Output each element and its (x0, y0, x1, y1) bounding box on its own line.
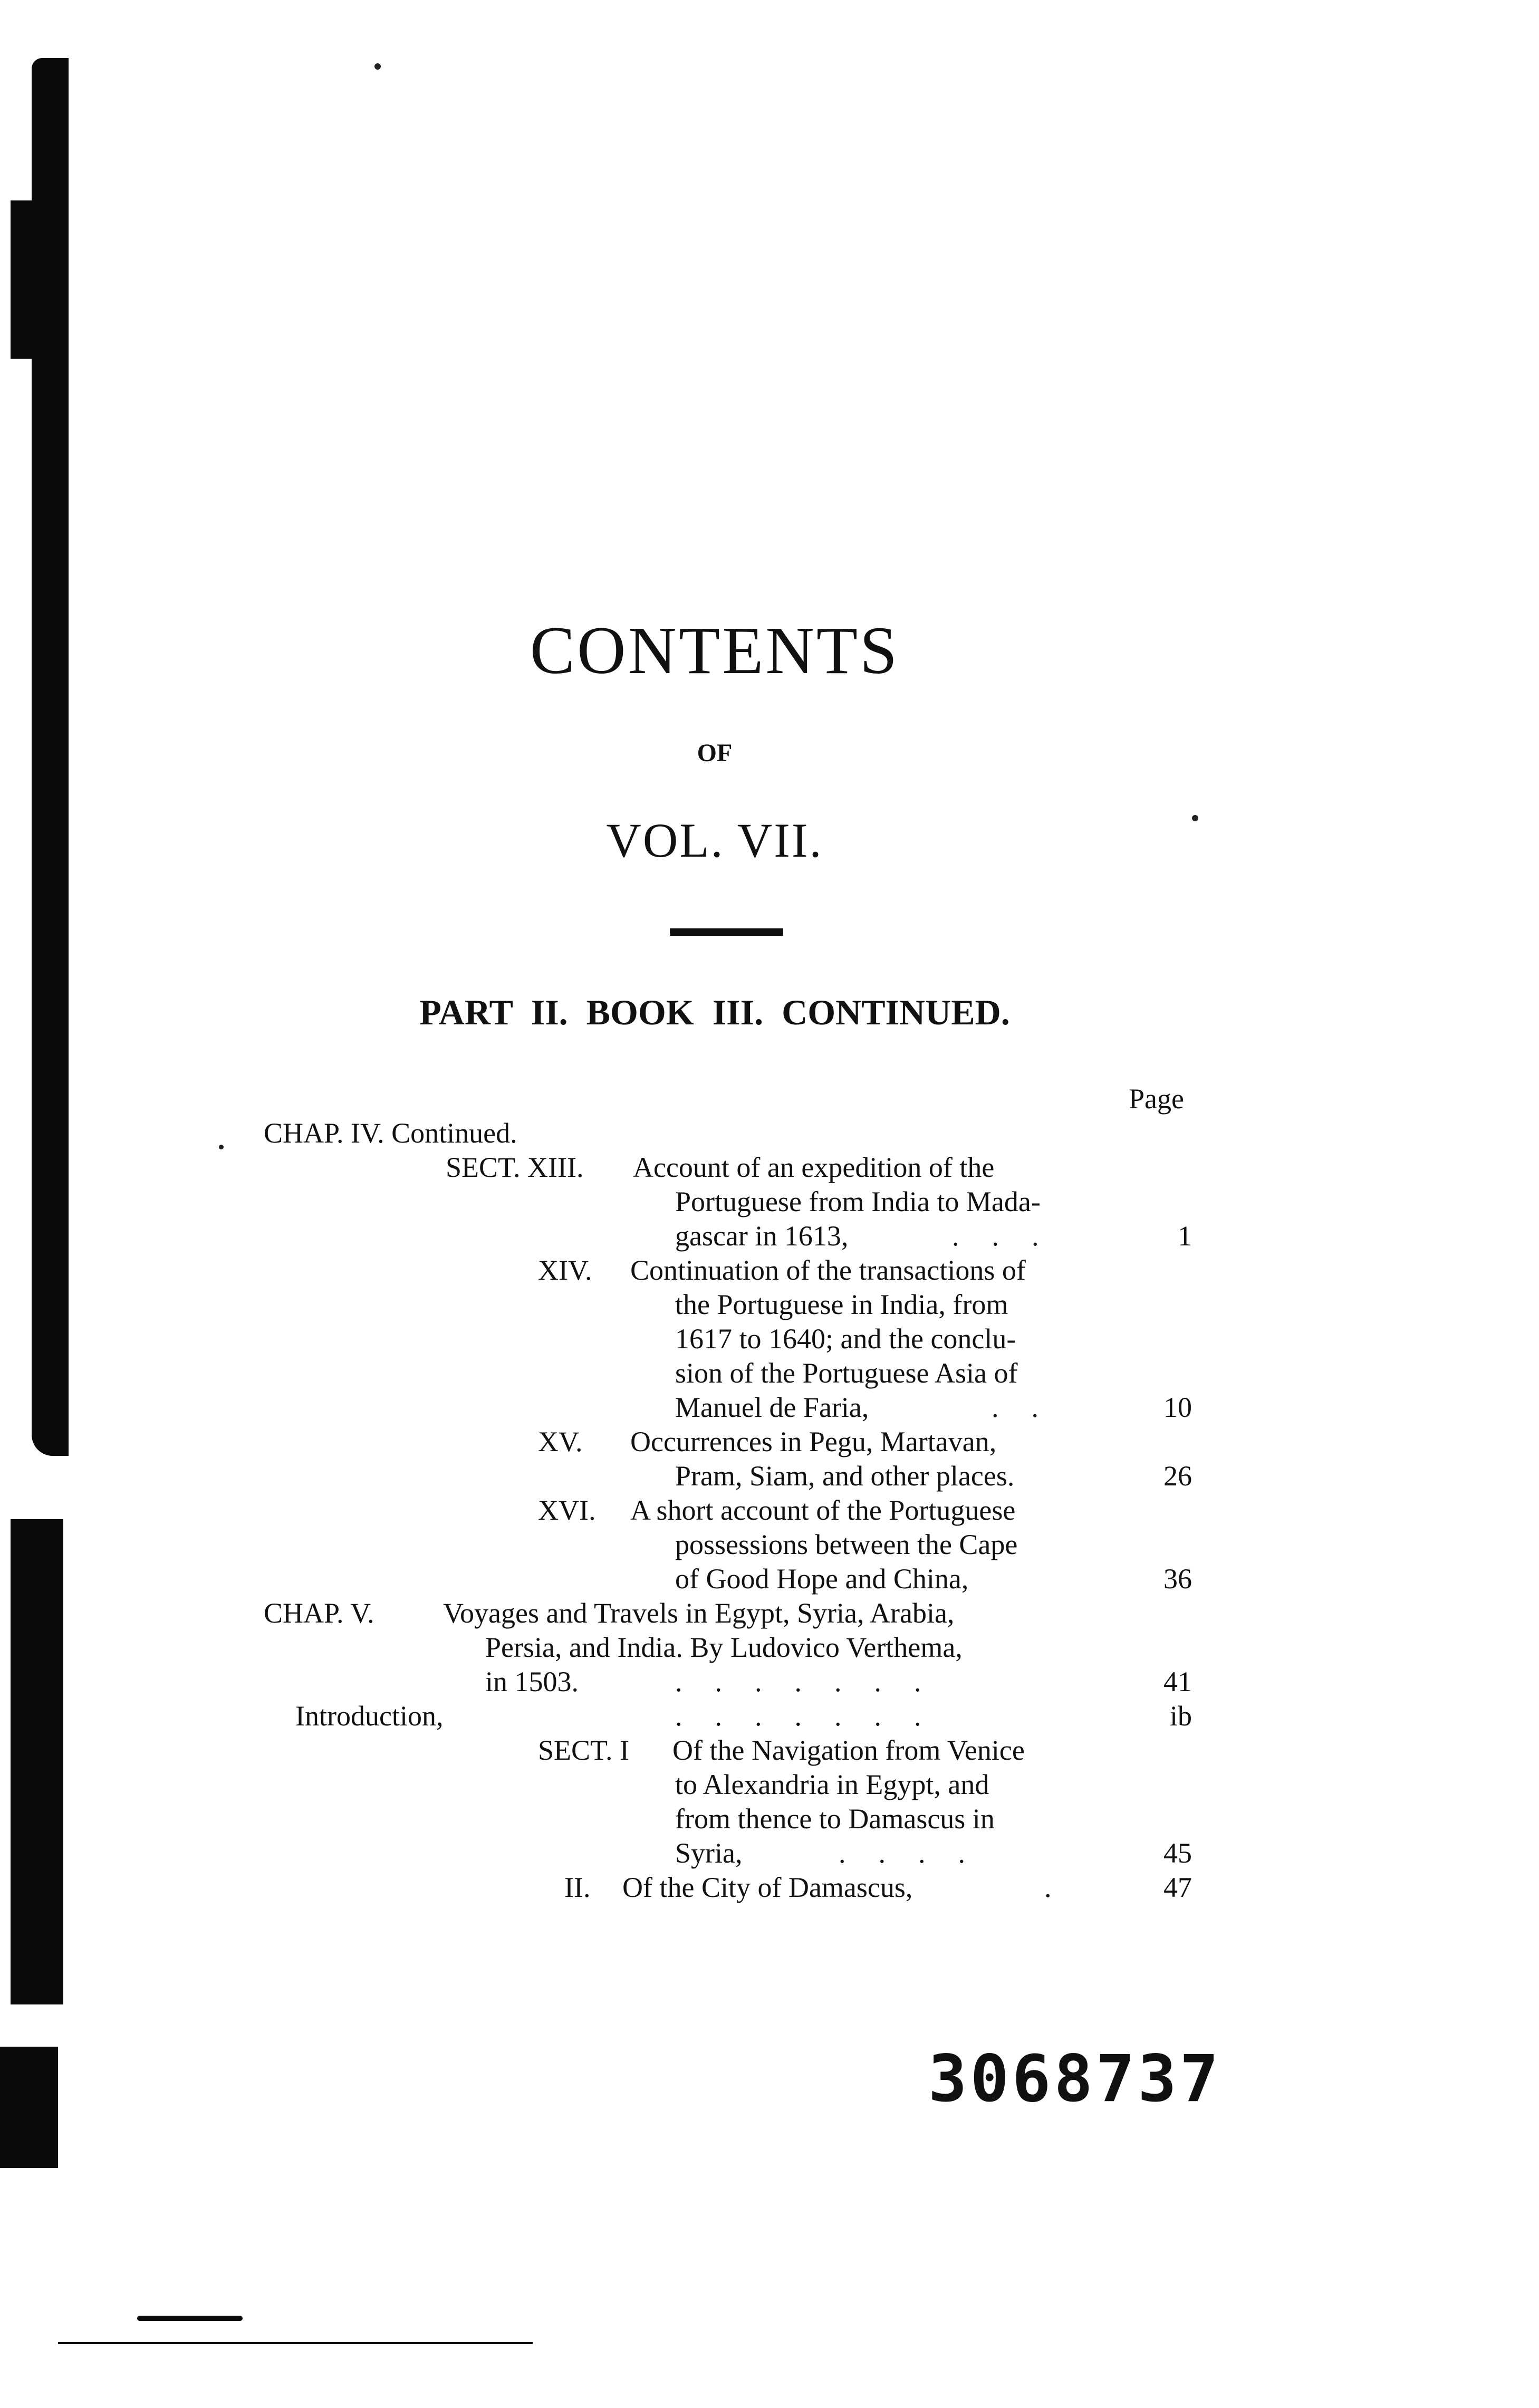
section-text-line: Portuguese from India to Mada- (675, 1186, 1041, 1217)
section-text-line: Account of an expedition of the (633, 1152, 995, 1183)
page-number: 1 (1178, 1220, 1192, 1252)
page-number: 10 (1163, 1392, 1192, 1423)
section-text-line: Of the City of Damascus, (622, 1872, 913, 1903)
section-text-line: Manuel de Faria, (675, 1392, 869, 1423)
leader-dots: ....... (675, 1666, 954, 1697)
chapter-heading: CHAP. IV. Continued. (264, 1117, 517, 1149)
leader-dots: ....... (675, 1700, 954, 1732)
section-text-line: 1617 to 1640; and the conclu- (675, 1323, 1016, 1355)
page-number: 26 (1163, 1460, 1192, 1492)
section-text-line: the Portuguese in India, from (675, 1289, 1008, 1320)
section-number: XV. (538, 1426, 583, 1457)
section-text-line: possessions between the Cape (675, 1529, 1018, 1560)
section-text-line: gascar in 1613, (675, 1220, 849, 1252)
section-text-line: A short account of the Portuguese (630, 1494, 1016, 1526)
volume-title: VOL. VII. (606, 813, 823, 867)
section-text-line: from thence to Damascus in (675, 1803, 995, 1835)
page-number: 36 (1163, 1563, 1192, 1595)
section-text-line: Syria, (675, 1837, 743, 1869)
title-connector: OF (697, 739, 733, 767)
section-text-line: sion of the Portuguese Asia of (675, 1357, 1018, 1389)
page-number: ib (1169, 1700, 1192, 1732)
section-text-line: of Good Hope and China, (675, 1563, 969, 1595)
section-number: XIV. (538, 1254, 592, 1286)
chapter-text-line: in 1503. (485, 1666, 579, 1697)
page-number: 41 (1163, 1666, 1192, 1697)
section-text-line: Pram, Siam, and other places. (675, 1460, 1015, 1492)
leader-dots: ... (952, 1220, 1072, 1252)
section-number: SECT. XIII. (446, 1152, 584, 1183)
page-number: 45 (1163, 1837, 1192, 1869)
leader-dots: .. (992, 1392, 1071, 1423)
section-number: XVI. (538, 1494, 596, 1526)
leader-dots: . (1044, 1872, 1084, 1903)
page-column-heading: Page (1129, 1083, 1184, 1115)
page-number: 47 (1163, 1872, 1192, 1903)
section-text-line: Of the Navigation from Venice (672, 1734, 1025, 1766)
section-text-line: to Alexandria in Egypt, and (675, 1769, 989, 1800)
chapter-text-line: Persia, and India. By Ludovico Verthema, (485, 1632, 963, 1663)
library-stamp-number: 3068737 (928, 2041, 1222, 2116)
introduction-entry: Introduction, (295, 1700, 444, 1732)
part-heading: PART II. BOOK III. CONTINUED. (419, 992, 1010, 1032)
section-text-line: Occurrences in Pegu, Martavan, (630, 1426, 997, 1457)
page-title: CONTENTS (530, 613, 900, 688)
leader-dots: .... (839, 1837, 998, 1869)
section-text-line: Continuation of the transactions of (630, 1254, 1026, 1286)
section-number: II. (564, 1872, 591, 1903)
chapter-heading: CHAP. V. (264, 1597, 374, 1629)
chapter-text-line: Voyages and Travels in Egypt, Syria, Arabia, (443, 1597, 955, 1629)
section-number: SECT. I (538, 1734, 629, 1766)
